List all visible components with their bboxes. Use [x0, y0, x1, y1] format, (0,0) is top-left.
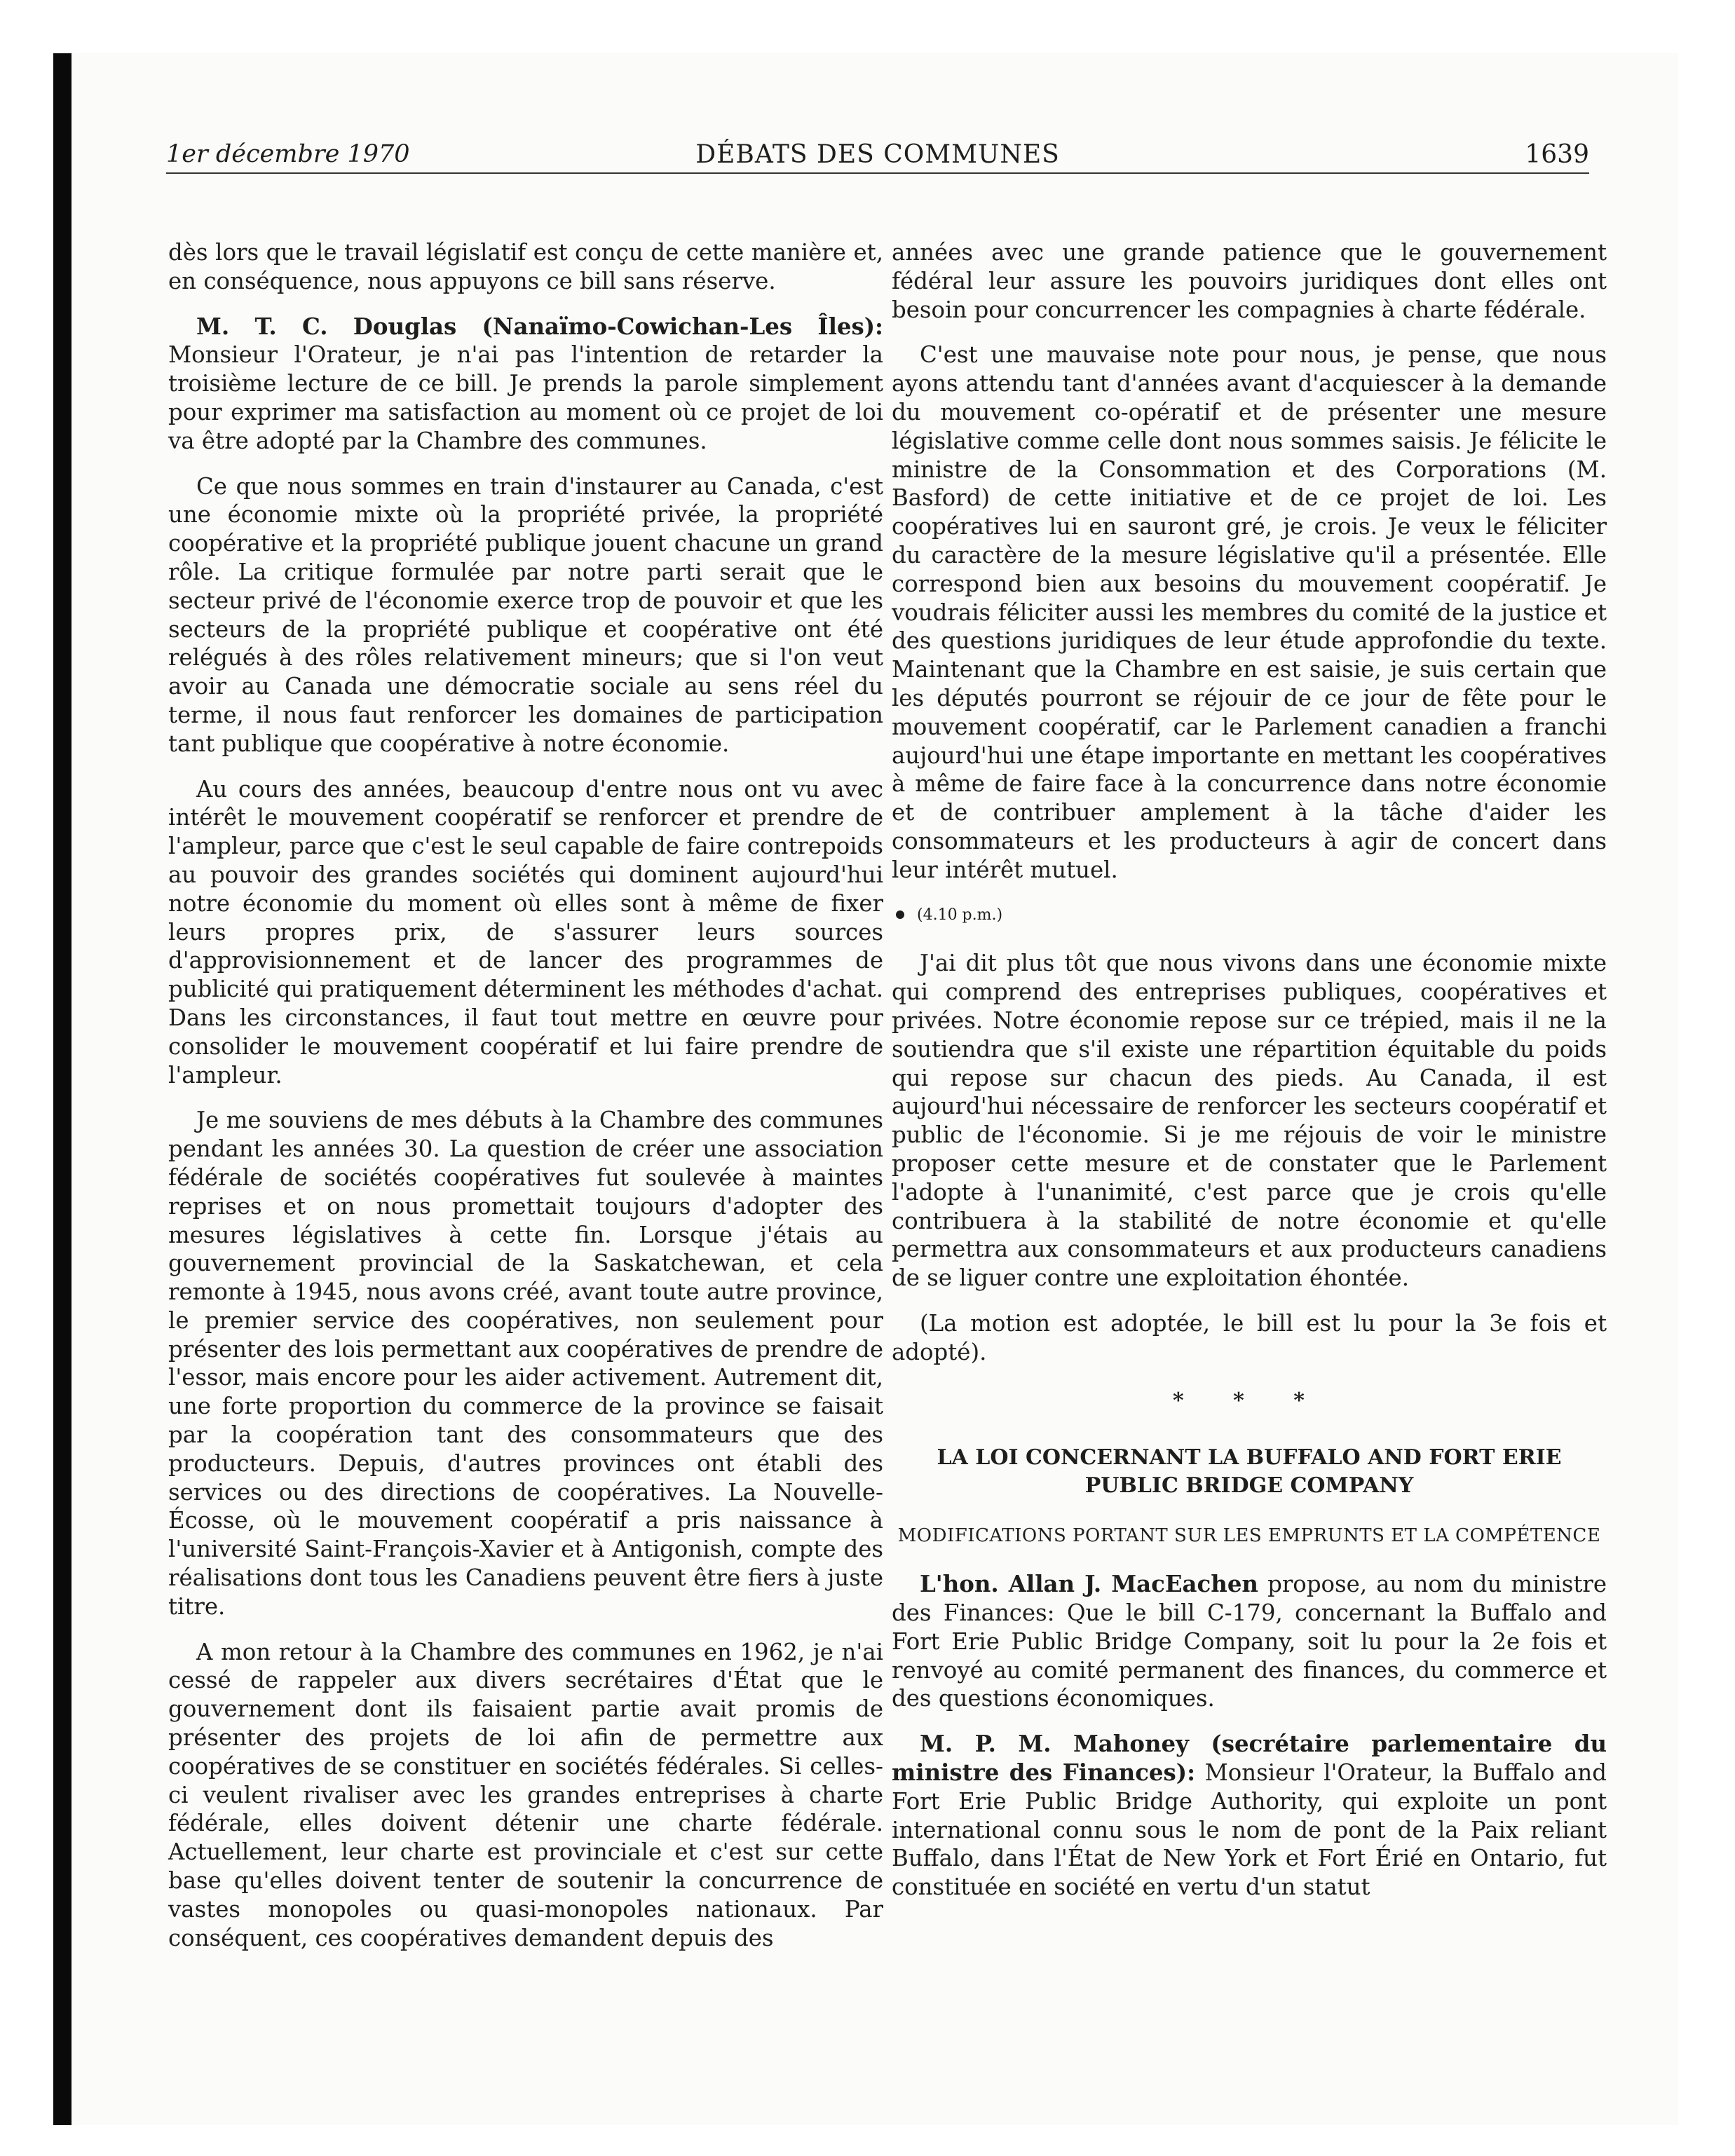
speaker-name: M. T. C. Douglas (Nanaïmo-Cowichan-Les Îles):	[196, 313, 883, 340]
paragraph: Je me souviens de mes débuts à la Chambre des communes pendant les années 30. La question de créer une association fédérale de sociétés coopératives fut soulevée à maintes reprises et on nous promettait toujours d'adopter des mesures législatives à cette fin. Lorsque j'étais au gouvernement provincial de la Saskatchewan, et cela remonte à 1945, nous avons créé, avant toute autre province, le premier service des coopératives, non seulement pour présenter des lois permettant aux coopératives de prendre de l'essor, mais encore pour les aider activement. Autrement dit, une forte proportion du commerce de la province se faisait par la coopération tant des consommateurs que des producteurs. Depuis, d'autres provinces ont établi des services ou des directions de coopératives. La Nouvelle-Écosse, où le mouvement coopératif a pris naissance à l'université Saint-François-Xavier et à Antigonish, compte des réalisations dont tous les Canadiens peuvent être fiers à juste titre.	[168, 1107, 883, 1620]
motion-note: (La motion est adoptée, le bill est lu pour la 3e fois et adopté).	[892, 1309, 1607, 1365]
section-subtitle: MODIFICATIONS PORTANT SUR LES EMPRUNTS ET LA COMPÉTENCE	[897, 1525, 1601, 1547]
right-column	[892, 238, 1607, 1918]
section-separator: * * *	[1173, 1389, 1326, 1414]
paragraph	[168, 313, 883, 456]
left-column	[168, 238, 883, 1969]
time-stamp-text: (4.10 p.m.)	[917, 906, 1003, 924]
section-title: LA LOI CONCERNANT LA BUFFALO AND FORT ERIE PUBLIC BRIDGE COMPANY	[937, 1445, 1562, 1499]
paragraph: A mon retour à la Chambre des communes en 1962, je n'ai cessé de rappeler aux divers secrétaires d'État que le gouvernement dont ils faisaient partie avait promis de présenter des projets de loi afin de permettre aux coopératives de se constituer en sociétés fédérales. Si celles-ci veulent rivaliser avec les grandes entreprises à charte fédérale, elles doivent détenir une charte fédérale. Actuellement, leur charte est provinciale et c'est sur cette base qu'elles doivent tenter de soutenir la concurrence de vastes monopoles ou quasi-monopoles nationaux. Par conséquent, ces coopératives demandent depuis des	[168, 1638, 883, 1951]
paragraph: années avec une grande patience que le gouvernement fédéral leur assure les pouvoirs juridiques dont elles ont besoin pour concurrencer les compagnies à charte fédérale.	[892, 239, 1607, 323]
paragraph: J'ai dit plus tôt que nous vivons dans une économie mixte qui comprend des entreprises publiques, coopératives et privées. Notre économie repose sur ce trépied, mais il ne la soutiendra que s'il existe une répartition équitable du poids qui repose sur chacun des pieds. Au Canada, il est aujourd'hui nécessaire de renforcer les secteurs coopératif et public de l'économie. Si je me réjouis de voir le ministre proposer cette mesure et de constater que le Parlement l'adopte à l'unanimité, c'est parce que je crois qu'elle contribuera à la stabilité de notre économie et qu'elle permettra aux consommateurs et aux producteurs canadiens de se liguer contre une exploitation éhontée.	[892, 950, 1607, 1292]
speech-text: Monsieur l'Orateur, je n'ai pas l'intention de retarder la troisième lecture de ce bill. Je prends la parole simplement pour exprimer ma satisfaction au moment où ce projet de loi va être adopté par la Chambre des communes.	[168, 341, 883, 454]
paragraph	[892, 1730, 1607, 1902]
time-stamp	[892, 901, 1607, 930]
bullet-icon	[896, 910, 904, 919]
speech-text: propose, au nom du ministre des Finances: Que le bill C-179, concernant la Buffalo and Fort Erie Public Bridge Company, soit lu pour la 2e fois et renvoyé au comité permanent des finances, du commerce et des questions économiques.	[892, 1571, 1607, 1712]
speaker-name: L'hon. Allan J. MacEachen	[920, 1571, 1258, 1598]
page-number: 1639	[1525, 140, 1589, 169]
header-title: DÉBATS DES COMMUNES	[695, 140, 1060, 169]
paragraph	[892, 1570, 1607, 1713]
paragraph: dès lors que le travail législatif est conçu de cette manière et, en conséquence, nous appuyons ce bill sans réserve.	[168, 239, 883, 294]
speaker-name: M. P. M. Mahoney (secrétaire parlementaire du ministre des Finances):	[892, 1731, 1607, 1787]
scan-binding-edge	[53, 53, 72, 2125]
header-date: 1er décembre 1970	[166, 140, 410, 168]
paragraph: Ce que nous sommes en train d'instaurer au Canada, c'est une économie mixte où la propriété privée, la propriété coopérative et la propriété publique jouent chacune un grand rôle. La critique formulée par notre parti serait que le secteur privé de l'économie exerce trop de pouvoir et que les secteurs de la propriété publique et coopérative ont été relégués à des rôles relativement mineurs; que si l'on veut avoir au Canada une démocratie sociale au sens réel du terme, il nous faut renforcer les domaines de participation tant publique que coopérative à notre économie.	[168, 472, 883, 757]
paragraph: Au cours des années, beaucoup d'entre nous ont vu avec intérêt le mouvement coopératif se renforcer et prendre de l'ampleur, parce que c'est le seul capable de faire contrepoids au pouvoir des grandes sociétés qui dominent aujourd'hui notre économie du moment où elles sont à même de fixer leurs propres prix, de s'assurer leurs sources d'approvisionnement et de lancer des programmes de publicité qui pratiquement déterminent les méthodes d'achat. Dans les circonstances, il faut tout mettre en œuvre pour consolider le mouvement coopératif et lui faire prendre de l'ampleur.	[168, 775, 883, 1089]
page-header	[166, 140, 1589, 174]
speech-text: Monsieur l'Orateur, la Buffalo and Fort Erie Public Bridge Authority, qui exploite un pont international connu sous le nom de pont de la Paix reliant Buffalo, dans l'État de New York et Fort Érié en Ontario, fut constituée en société en vertu d'un statut	[892, 1759, 1607, 1901]
paragraph: C'est une mauvaise note pour nous, je pense, que nous ayons attendu tant d'années avant d'acquiescer à la demande du mouvement co-opératif et de présenter une mesure législative comme celle dont nous sommes saisis. Je félicite le ministre de la Consommation et des Corporations (M. Basford) de cette initiative et de ce projet de loi. Les coopératives lui en sauront gré, je crois. Je veux le féliciter du caractère de la mesure législative qu'il a présentée. Elle correspond bien aux besoins du mouvement coopératif. Je voudrais féliciter aussi les membres du comité de la justice et des questions juridiques de leur étude approfondie du texte. Maintenant que la Chambre en est saisie, je suis certain que les députés pourront se réjouir de ce jour de fête pour le mouvement coopératif, car le Parlement canadien a franchi aujourd'hui une étape importante en mettant les coopératives à même de faire face à la concurrence dans notre économie et de contribuer amplement à la tâche d'aider les consommateurs et les producteurs à agir de concert dans leur intérêt mutuel.	[892, 341, 1607, 883]
